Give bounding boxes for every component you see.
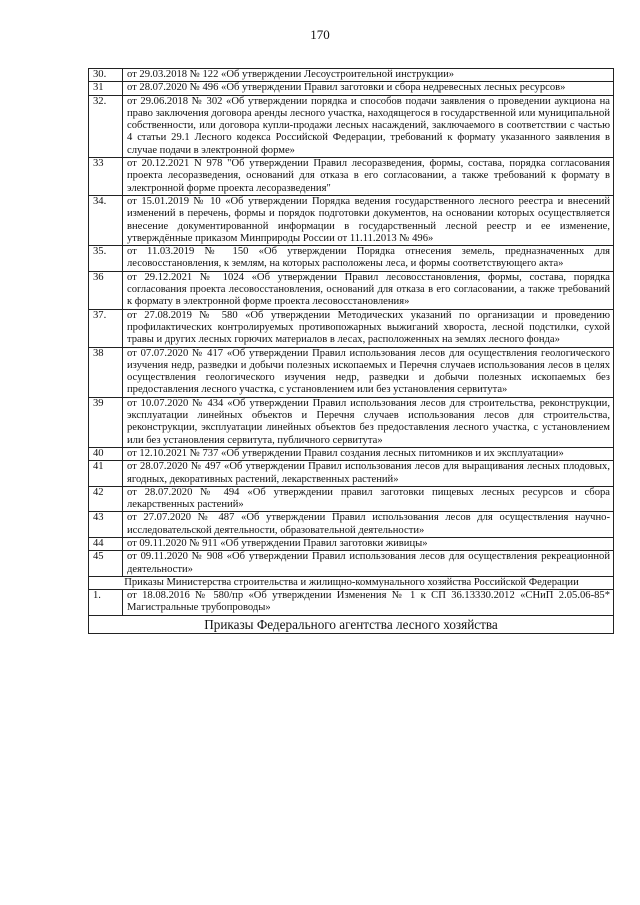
table-row: [89, 512, 614, 538]
table-row: [89, 347, 614, 397]
table-row: [89, 590, 614, 616]
row-text: от 15.01.2019 № 10 «Об утверждении Порядка ведения государственного лесного реестра и внесений изменений в перечень, формы и порядок подготовки документов, на основании которых осуществляется внесение документированной информации в государственный лесной реестр и ее изменение, утверждённые приказом Минприроды России от 11.11.2013 № 496»: [123, 195, 614, 245]
row-text: от 12.10.2021 № 737 «Об утверждении Правил создания лесных питомников и их эксплуатации»: [123, 447, 614, 460]
table-row: [89, 309, 614, 347]
row-text: от 28.07.2020 № 496 «Об утверждении Правил заготовки и сбора недревесных лесных ресурсов»: [123, 82, 614, 95]
table-row: [89, 447, 614, 460]
row-number: 36: [89, 271, 123, 309]
row-number: 43: [89, 512, 123, 538]
row-number: 42: [89, 486, 123, 512]
row-number: 35.: [89, 246, 123, 272]
table-row: [89, 95, 614, 157]
table-row: [89, 537, 614, 550]
regulations-table: [88, 68, 614, 634]
row-number: 45: [89, 551, 123, 577]
row-number: 1.: [89, 590, 123, 616]
row-text: от 28.07.2020 № 497 «Об утверждении Правил использования лесов для выращивания лесных плодовых, ягодных, декоративных растений, лекарственных растений»: [123, 461, 614, 487]
table-row: [89, 271, 614, 309]
row-text: от 27.07.2020 № 487 «Об утверждении Правил использования лесов для осуществления научно-исследовательской деятельности, образовательной деятельности»: [123, 512, 614, 538]
table-row: [89, 397, 614, 447]
row-text: от 27.08.2019 № 580 «Об утверждении Методических указаний по организации и проведению профилактических контролируемых противопожарных выжиганий хвороста, лесной подстилки, сухой травы и других лесных горючих материалов в лесах, расположенных на землях лесного фонда»: [123, 309, 614, 347]
row-text: от 11.03.2019 № 150 «Об утверждении Порядка отнесения земель, предназначенных для лесовосстановления, к землям, на которых расположены леса, и формы соответствующего акта»: [123, 246, 614, 272]
table-row: [89, 82, 614, 95]
table-row: [89, 461, 614, 487]
table-row: [89, 195, 614, 245]
row-number: 34.: [89, 195, 123, 245]
row-text: от 18.08.2016 № 580/пр «Об утверждении Изменения № 1 к СП 36.13330.2012 «СНиП 2.05.06-85* Магистральные трубопроводы»: [123, 590, 614, 616]
row-text: от 20.12.2021 N 978 "Об утверждении Правил лесоразведения, формы, состава, порядка согласования проекта лесоразведения, оснований для отказа в его согласовании, а также требований к формату в электронной форме проекта лесоразведения": [123, 158, 614, 196]
row-number: 41: [89, 461, 123, 487]
row-text: от 10.07.2020 № 434 «Об утверждении Правил использования лесов для строительства, реконструкции, эксплуатации линейных объектов и Перечня случаев использования лесов для строительства, реконструкции, эксплуатации линейных объектов без предоставления лесного участка, с установлением или без установления сервитута, публичного сервитута»: [123, 397, 614, 447]
row-number: 37.: [89, 309, 123, 347]
row-number: 44: [89, 537, 123, 550]
table-row: [89, 486, 614, 512]
page-number: 170: [310, 27, 330, 42]
section-header-row: [89, 615, 614, 633]
row-text: от 09.11.2020 № 911 «Об утверждении Правил заготовки живицы»: [123, 537, 614, 550]
section-header-forestry-agency: Приказы Федерального агентства лесного хозяйства: [89, 615, 614, 633]
table-row: [89, 551, 614, 577]
table-row: [89, 246, 614, 272]
row-text: от 09.11.2020 № 908 «Об утверждении Правил использования лесов для осуществления рекреационной деятельности»: [123, 551, 614, 577]
row-number: 30.: [89, 69, 123, 82]
row-number: 33: [89, 158, 123, 196]
row-number: 31: [89, 82, 123, 95]
regulations-table-body: [89, 69, 614, 634]
row-number: 38: [89, 347, 123, 397]
table-row: [89, 69, 614, 82]
table-row: [89, 158, 614, 196]
row-number: 40: [89, 447, 123, 460]
section-header-row: [89, 576, 614, 589]
section-header-ministry-construction: Приказы Министерства строительства и жилищно-коммунального хозяйства Российской Федерации: [89, 576, 614, 589]
row-text: от 28.07.2020 № 494 «Об утверждении правил заготовки пищевых лесных ресурсов и сбора лекарственных растений»: [123, 486, 614, 512]
row-number: 32.: [89, 95, 123, 157]
row-number: 39: [89, 397, 123, 447]
row-text: от 29.06.2018 № 302 «Об утверждении порядка и способов подачи заявления о проведении аукциона на право заключения договора аренды лесного участка, находящегося в государственной или муниципальной собственности, или договора купли-продажи лесных насаждений, заключаемого в соответствии с частью 4 статьи 29.1 Лесного кодекса Российской Федерации, требований к формату указанного заявления в случае подачи в электронной форме»: [123, 95, 614, 157]
row-text: от 07.07.2020 № 417 «Об утверждении Правил использования лесов для осуществления геологического изучения недр, разведки и добычи полезных ископаемых и Перечня случаев использования лесов в целях осуществления геологического изучения недр, разведки и добычи полезных ископаемых без предоставления лесного участка, с установлением или без установления сервитута»: [123, 347, 614, 397]
row-text: от 29.03.2018 № 122 «Об утверждении Лесоустроительной инструкции»: [123, 69, 614, 82]
row-text: от 29.12.2021 № 1024 «Об утверждении Правил лесовосстановления, формы, состава, порядка согласования проекта лесовосстановления, оснований для отказа в его согласовании, а также требований к формату в электронной форме проекта лесовосстановления»: [123, 271, 614, 309]
